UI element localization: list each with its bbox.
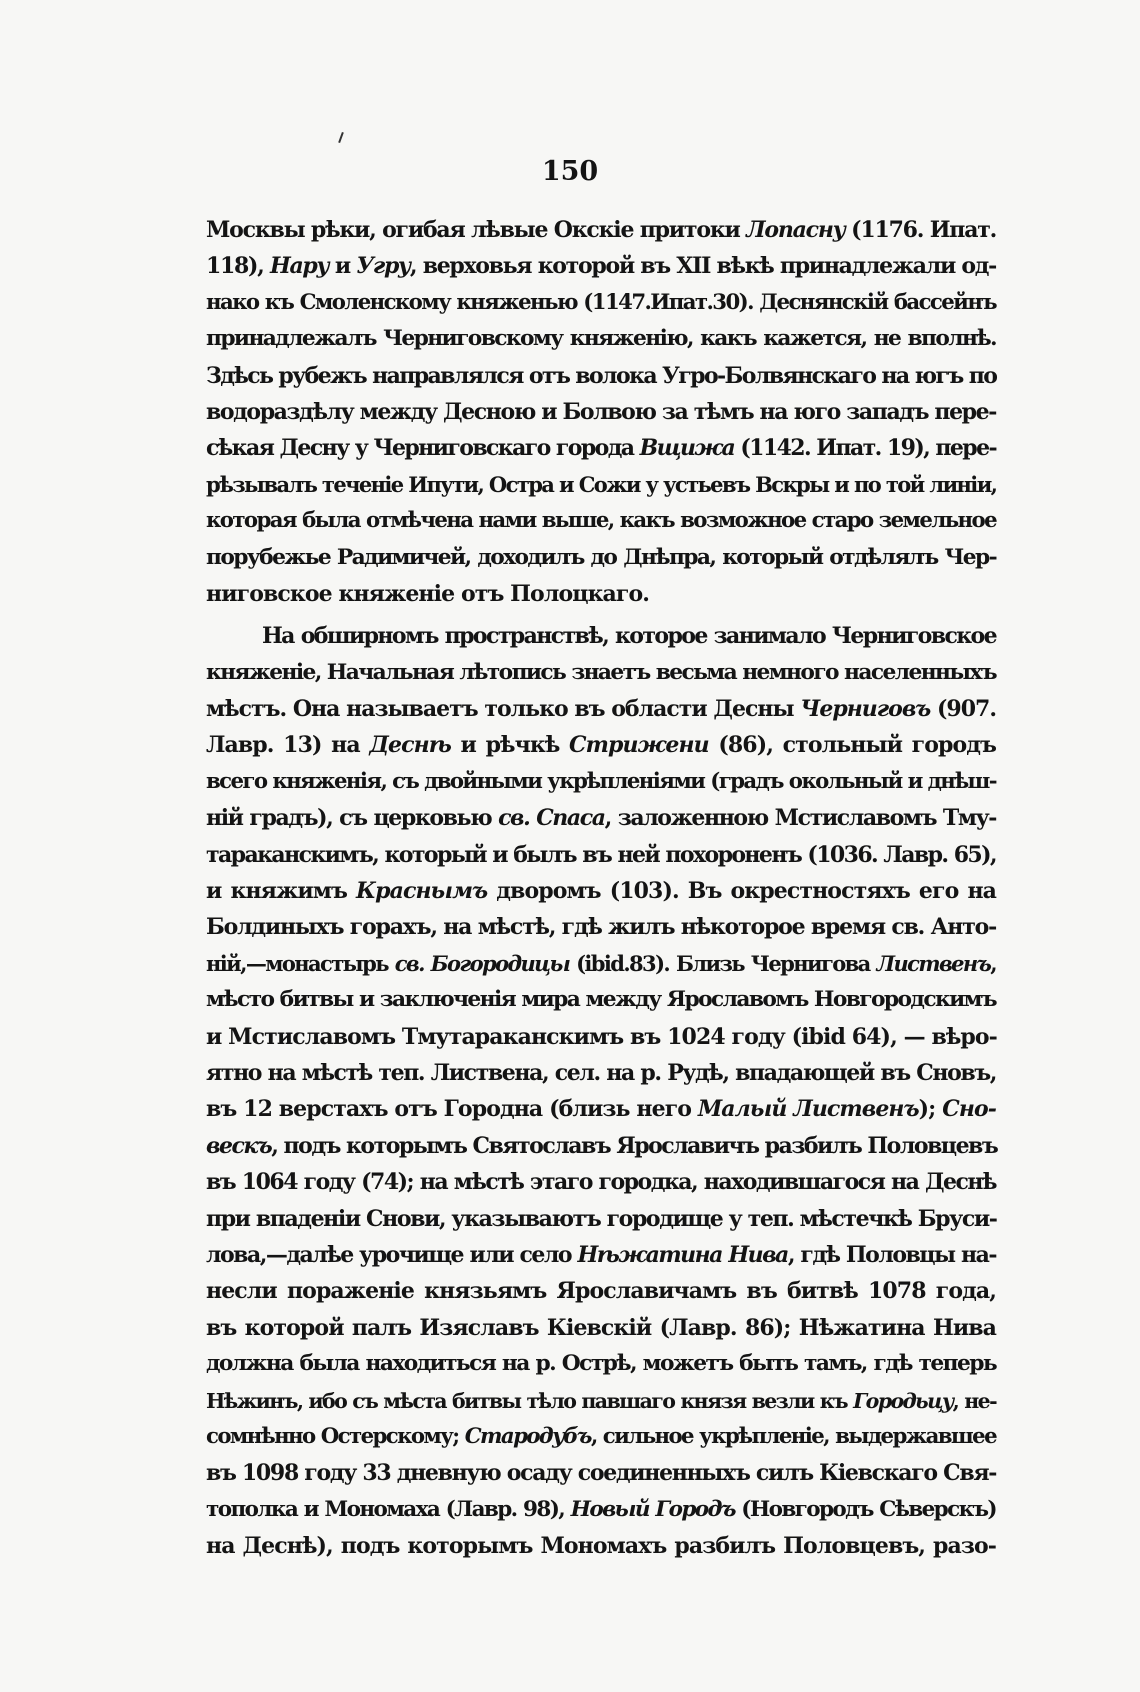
ink-speck bbox=[338, 132, 344, 143]
text-line bbox=[206, 800, 996, 836]
italic-place-name: Черниговъ bbox=[800, 696, 931, 723]
text-segment: несли пораженіе князьямъ Ярославичамъ въ битвѣ 1078 года, bbox=[206, 1278, 996, 1305]
text-segment: Нѣжинъ, ибо съ мѣста битвы тѣло павшаго князя везли къ bbox=[206, 1388, 854, 1413]
text-segment: мѣстъ. Она называетъ только въ области Десны bbox=[206, 696, 801, 723]
italic-place-name: Вщижа bbox=[639, 435, 735, 462]
text-line bbox=[206, 1455, 996, 1491]
text-segment: лова,—далѣе урочище или село bbox=[206, 1241, 578, 1268]
text-segment: которая была отмѣчена нами выше, какъ возможное старо земельное bbox=[206, 508, 996, 534]
text-segment: сѣкая Десну у Черниговскаго города bbox=[206, 435, 640, 462]
text-line bbox=[206, 576, 996, 612]
text-segment: 118), bbox=[206, 253, 270, 280]
text-line bbox=[206, 1164, 996, 1200]
italic-place-name: Краснымъ bbox=[356, 878, 488, 905]
text-segment: нако къ Смоленскому княженью (1147.Ипат.30). Деснянскій бассейнъ bbox=[206, 289, 996, 315]
text-segment: На обширномъ пространствѣ, которое занимало Черниговское bbox=[262, 623, 996, 650]
text-segment: въ 1064 году (74); на мѣстѣ этаго городка, находившагося на Деснѣ bbox=[206, 1169, 996, 1196]
text-segment: въ 12 верстахъ отъ Городна (близь него bbox=[206, 1096, 698, 1123]
text-segment: рѣзывалъ теченіе Ипути, Остра и Сожи у устьевъ Вскры и по той линіи, bbox=[206, 471, 997, 497]
italic-place-name: Нару bbox=[269, 253, 329, 280]
text-line bbox=[206, 285, 996, 321]
italic-place-name: Малый Лиственъ bbox=[697, 1096, 919, 1123]
text-segment: и bbox=[328, 253, 357, 280]
text-line bbox=[206, 1528, 996, 1564]
text-segment: ); bbox=[918, 1096, 943, 1123]
text-line bbox=[206, 467, 996, 503]
text-line bbox=[206, 909, 996, 945]
text-segment: Здѣсь рубежъ направлялся отъ волока Угро-Болвянскаго на югъ по bbox=[206, 362, 997, 389]
italic-place-name: св. Спаса bbox=[498, 805, 605, 832]
text-line bbox=[206, 946, 996, 982]
text-segment: , подъ которымъ Святославъ Ярославичъ разбилъ Половцевъ bbox=[271, 1132, 998, 1159]
text-segment: въ которой палъ Изяславъ Кіевскій (Лавр. 86); Нѣжатина Нива bbox=[206, 1314, 996, 1341]
text-line bbox=[206, 873, 996, 909]
italic-place-name: Лиственъ bbox=[876, 950, 991, 976]
text-segment: княженіе, Начальная лѣтопись знаетъ весьма немного населенныхъ bbox=[206, 659, 996, 685]
text-line bbox=[206, 1201, 996, 1237]
text-line bbox=[206, 1273, 996, 1309]
italic-place-name: Сно- bbox=[942, 1096, 996, 1123]
text-segment: тополка и Мономаха (Лавр. 98), bbox=[206, 1496, 571, 1522]
text-line bbox=[206, 1492, 996, 1528]
text-line bbox=[206, 727, 996, 763]
text-segment: (1142. Ипат. 19), пере- bbox=[734, 435, 996, 462]
text-line bbox=[206, 1237, 996, 1273]
text-line bbox=[206, 430, 996, 466]
text-segment: , bbox=[990, 950, 996, 976]
italic-place-name: вескъ bbox=[206, 1132, 272, 1159]
text-line bbox=[206, 764, 996, 800]
italic-place-name: Лопасну bbox=[746, 217, 845, 243]
text-segment: и рѣчкѣ bbox=[450, 732, 570, 759]
text-segment: ятно на мѣстѣ теп. Листвена, сел. на р. Рудѣ, впадающей въ Сновъ, bbox=[206, 1059, 996, 1086]
text-line bbox=[206, 1383, 996, 1419]
text-line bbox=[206, 1419, 996, 1455]
text-line bbox=[206, 1310, 996, 1346]
text-segment: , гдѣ Половцы на- bbox=[787, 1241, 997, 1268]
text-segment: при впаденіи Снови, указываютъ городище у теп. мѣстечкѣ Бруси- bbox=[206, 1205, 997, 1232]
text-segment: (907. bbox=[930, 696, 996, 723]
text-segment: и Мстиславомъ Тмутараканскимъ въ 1024 году (ibid 64), — вѣро- bbox=[206, 1023, 997, 1050]
text-segment: порубежье Радимичей, доходилъ до Днѣпра, который отдѣлялъ Чер- bbox=[206, 544, 996, 570]
italic-place-name: Угру bbox=[356, 253, 410, 280]
page-number: 150 bbox=[541, 156, 599, 187]
text-line bbox=[206, 1346, 996, 1382]
text-line bbox=[206, 618, 996, 654]
text-segment: тараканскимъ, который и былъ въ ней похороненъ (1036. Лавр. 65), bbox=[206, 841, 996, 868]
text-segment: , заложенною Мстиславомъ Тму- bbox=[604, 805, 996, 832]
text-segment: (1176. Ипат. bbox=[844, 217, 997, 243]
text-segment: и княжимъ bbox=[206, 878, 357, 905]
text-line bbox=[206, 358, 996, 394]
text-line bbox=[206, 1055, 996, 1091]
italic-place-name: Деснѣ bbox=[369, 732, 451, 759]
italic-place-name: Новый Городъ bbox=[570, 1496, 735, 1522]
text-segment: сомнѣнно Остерскому; bbox=[206, 1423, 465, 1449]
text-segment: всего княженія, съ двойными укрѣпленіями (градъ окольный и днѣш- bbox=[206, 768, 996, 794]
text-segment: принадлежалъ Черниговскому княженію, какъ кажется, не вполнѣ. bbox=[206, 326, 996, 352]
text-line bbox=[206, 1091, 996, 1127]
italic-place-name: св. Богородицы bbox=[394, 950, 570, 976]
text-line bbox=[206, 540, 996, 576]
text-line bbox=[206, 837, 996, 873]
italic-place-name: Нѣжатина Нива bbox=[577, 1241, 788, 1268]
text-line bbox=[206, 691, 996, 727]
text-line bbox=[206, 394, 996, 430]
text-segment: (86), стольный городъ bbox=[708, 732, 997, 759]
text-segment: Лавр. 13) на bbox=[206, 732, 370, 759]
text-segment: (ibid.83). Близь Чернигова bbox=[569, 950, 877, 976]
text-line bbox=[206, 982, 996, 1018]
text-segment: Болдиныхъ горахъ, на мѣстѣ, гдѣ жилъ нѣкоторое время св. Анто- bbox=[206, 914, 997, 941]
text-segment: , верховья которой въ XII вѣкѣ принадлежали од- bbox=[409, 253, 996, 280]
text-segment: мѣсто битвы и заключенія мира между Ярославомъ Новгородскимъ bbox=[206, 987, 996, 1013]
text-segment: , не- bbox=[952, 1388, 996, 1413]
text-segment: (Новгородъ Сѣверскъ) bbox=[734, 1496, 996, 1522]
text-line bbox=[206, 248, 996, 284]
text-segment: должна была находиться на р. Острѣ, можетъ быть тамъ, гдѣ теперь bbox=[206, 1351, 996, 1377]
text-segment: Москвы рѣки, огибая лѣвые Окскіе притоки bbox=[206, 217, 747, 243]
text-line bbox=[206, 212, 996, 248]
text-line bbox=[206, 1128, 996, 1164]
text-segment: ній градъ), съ церковью bbox=[206, 805, 499, 832]
text-line bbox=[206, 655, 996, 691]
text-segment: ниговское княженіе отъ Полоцкаго. bbox=[206, 580, 650, 607]
italic-place-name: Стрижени bbox=[569, 732, 709, 759]
text-segment: ній,—монастырь bbox=[206, 950, 395, 976]
text-segment: дворомъ (103). Въ окрестностяхъ его на bbox=[487, 878, 997, 905]
text-line bbox=[206, 503, 996, 539]
italic-place-name: Городьцу bbox=[853, 1388, 953, 1413]
text-segment: , сильное укрѣпленіе, выдержавшее bbox=[590, 1423, 996, 1449]
text-segment: въ 1098 году 33 дневную осаду соединенныхъ силъ Кіевскаго Свя- bbox=[206, 1460, 997, 1487]
text-segment: на Деснѣ), подъ которымъ Мономахъ разбилъ Половцевъ, разо- bbox=[206, 1533, 996, 1560]
text-line bbox=[206, 321, 996, 357]
italic-place-name: Стародубъ bbox=[464, 1423, 591, 1449]
body-text bbox=[206, 212, 996, 1564]
text-segment: водораздѣлу между Десною и Болвою за тѣмъ на юго западъ пере- bbox=[206, 398, 996, 425]
text-line bbox=[206, 1019, 996, 1055]
